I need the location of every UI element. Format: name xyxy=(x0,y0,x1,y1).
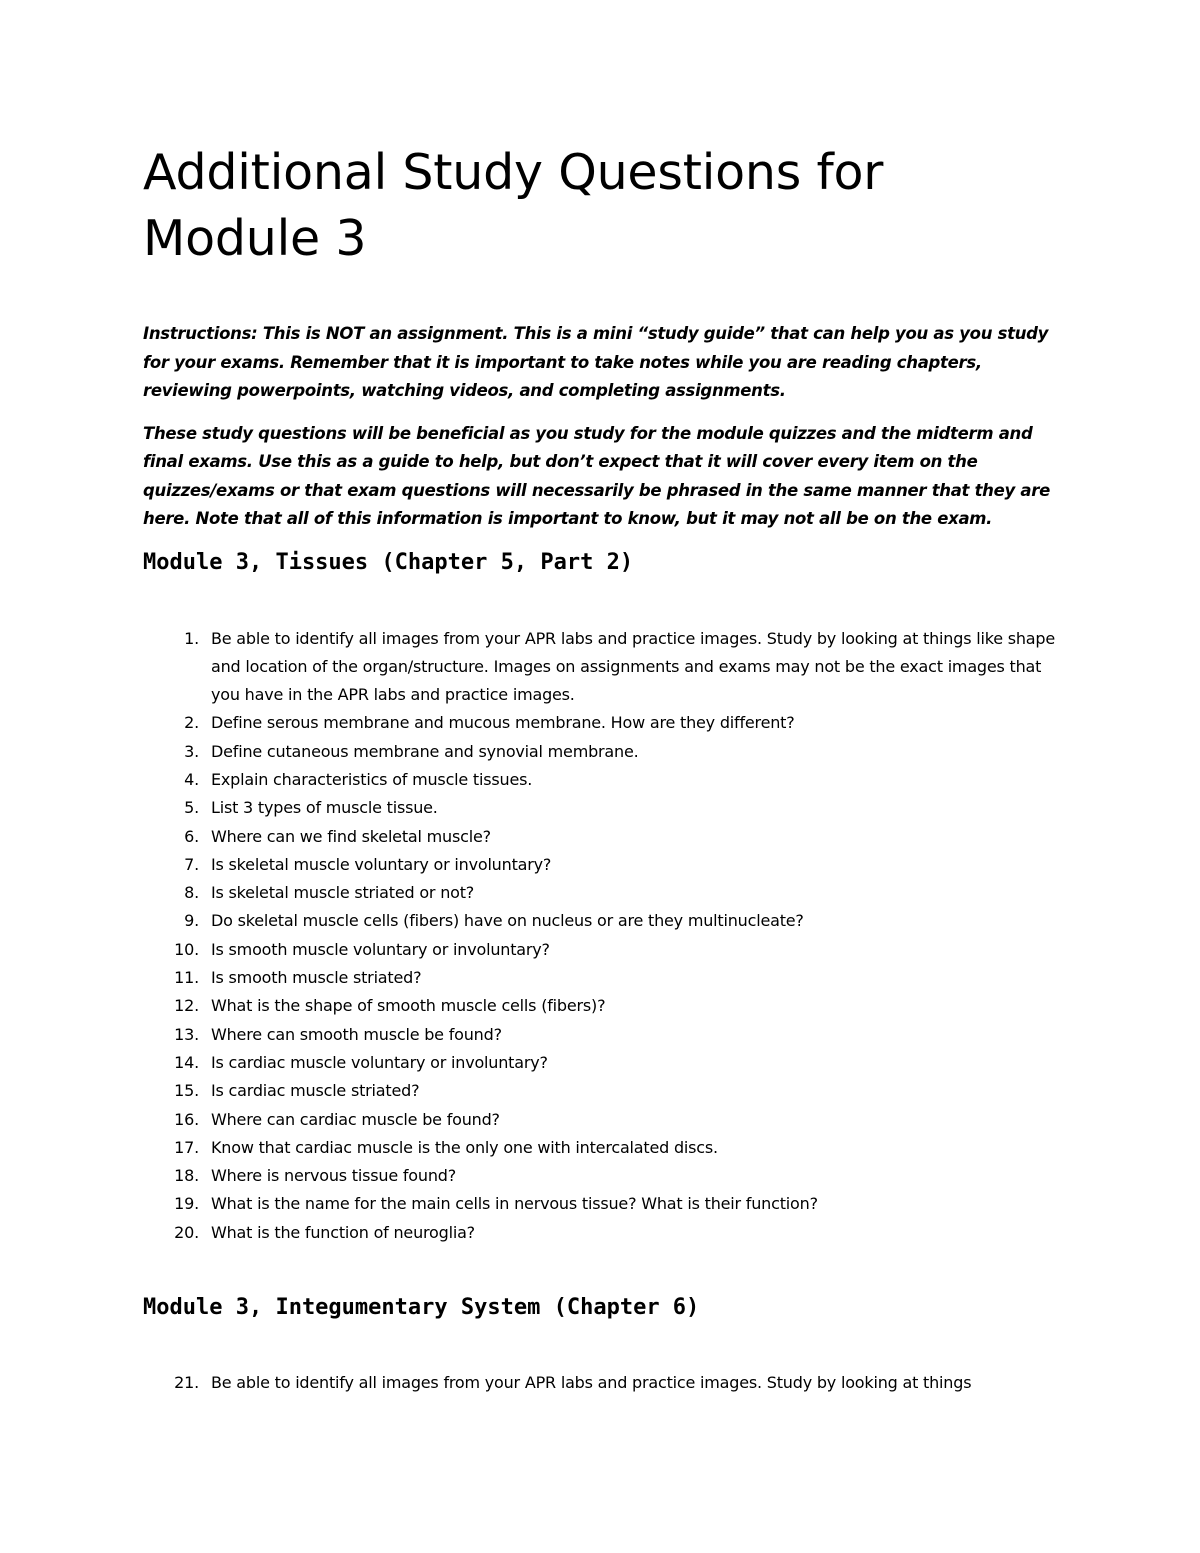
question-text: Is smooth muscle voluntary or involuntary? xyxy=(211,939,550,959)
list-item xyxy=(143,794,1063,822)
list-item xyxy=(143,964,1063,992)
list-item xyxy=(143,851,1063,879)
list-item xyxy=(143,907,1063,935)
list-item xyxy=(143,1134,1063,1162)
question-list-tissues xyxy=(143,625,1063,1248)
question-number: 12. xyxy=(174,996,199,1016)
list-item xyxy=(143,936,1063,964)
list-item xyxy=(143,709,1063,737)
question-text: Where can we find skeletal muscle? xyxy=(211,826,491,846)
question-number: 4. xyxy=(184,769,199,789)
question-number: 9. xyxy=(184,911,199,931)
question-number: 10. xyxy=(174,939,199,959)
question-number: 3. xyxy=(184,741,199,761)
question-text: Be able to identify all images from your APR labs and practice images. Study by looking at things xyxy=(211,1373,972,1393)
question-text: Where is nervous tissue found? xyxy=(211,1166,457,1186)
page-title: Additional Study Questions for Module 3 xyxy=(143,144,884,267)
question-text: Is cardiac muscle striated? xyxy=(211,1081,420,1101)
question-text: Define cutaneous membrane and synovial membrane. xyxy=(211,741,639,761)
question-text: What is the function of neuroglia? xyxy=(211,1222,475,1242)
question-text: Is smooth muscle striated? xyxy=(211,968,422,988)
list-item xyxy=(143,1219,1063,1247)
list-item xyxy=(143,992,1063,1020)
question-text: Where can cardiac muscle be found? xyxy=(211,1109,500,1129)
question-number: 11. xyxy=(174,968,199,988)
question-text: What is the shape of smooth muscle cells (fibers)? xyxy=(211,996,606,1016)
list-item xyxy=(143,738,1063,766)
list-item xyxy=(143,1106,1063,1134)
question-number: 6. xyxy=(184,826,199,846)
list-item xyxy=(143,1190,1063,1218)
question-number: 14. xyxy=(174,1052,199,1072)
question-number: 8. xyxy=(184,883,199,903)
question-text: Is skeletal muscle voluntary or involuntary? xyxy=(211,854,552,874)
question-number: 7. xyxy=(184,854,199,874)
question-text: Be able to identify all images from your APR labs and practice images. Study by looking at things like shape and location of the organ/structure. Images on assignments and exams may not be the exact images that you have in the APR labs and practice images. xyxy=(211,628,1056,705)
question-number: 21. xyxy=(174,1373,199,1393)
question-number: 18. xyxy=(174,1166,199,1186)
question-number: 5. xyxy=(184,798,199,818)
section-heading-tissues: Module 3, Tissues (Chapter 5, Part 2) xyxy=(143,549,634,575)
list-item xyxy=(143,1162,1063,1190)
question-number: 17. xyxy=(174,1137,199,1157)
question-text: Know that cardiac muscle is the only one with intercalated discs. xyxy=(211,1137,718,1157)
instructions-block xyxy=(143,320,1063,534)
question-text: Is cardiac muscle voluntary or involuntary? xyxy=(211,1052,548,1072)
document-page xyxy=(143,140,1063,1397)
question-list-integumentary xyxy=(143,1369,1063,1397)
question-number: 20. xyxy=(174,1222,199,1242)
question-number: 19. xyxy=(174,1194,199,1214)
question-text: List 3 types of muscle tissue. xyxy=(211,798,438,818)
question-text: Do skeletal muscle cells (fibers) have on nucleus or are they multinucleate? xyxy=(211,911,804,931)
list-item xyxy=(143,823,1063,851)
question-number: 16. xyxy=(174,1109,199,1129)
question-text: Where can smooth muscle be found? xyxy=(211,1024,502,1044)
list-item xyxy=(143,1049,1063,1077)
question-number: 1. xyxy=(184,628,199,648)
list-item xyxy=(143,1369,1063,1397)
section-heading-integumentary: Module 3, Integumentary System (Chapter 6) xyxy=(143,1295,700,1321)
question-number: 2. xyxy=(184,713,199,733)
list-item xyxy=(143,1021,1063,1049)
question-text: Explain characteristics of muscle tissues. xyxy=(211,769,533,789)
list-item xyxy=(143,879,1063,907)
question-text: Define serous membrane and mucous membrane. How are they different? xyxy=(211,713,795,733)
question-text: What is the name for the main cells in nervous tissue? What is their function? xyxy=(211,1194,818,1214)
list-item xyxy=(143,766,1063,794)
question-number: 15. xyxy=(174,1081,199,1101)
question-text: Is skeletal muscle striated or not? xyxy=(211,883,475,903)
question-number: 13. xyxy=(174,1024,199,1044)
instructions-paragraph: Instructions: This is NOT an assignment. This is a mini “study guide” that can help you as you study for your exams. Remember that it is important to take notes while you are reading chapters, reviewing powerpoints, watching videos, and completing assignments. xyxy=(143,324,1049,400)
instructions-paragraph: These study questions will be beneficial as you study for the module quizzes and the midterm and final exams. Use this as a guide to help, but don’t expect that it will cover every item on the quizzes/exams or that exam questions will necessarily be phrased in the same manner that they are here. Note that all of this information is important to know, but it may not all be on the exam. xyxy=(143,423,1050,528)
list-item xyxy=(143,1077,1063,1105)
list-item xyxy=(143,625,1063,710)
